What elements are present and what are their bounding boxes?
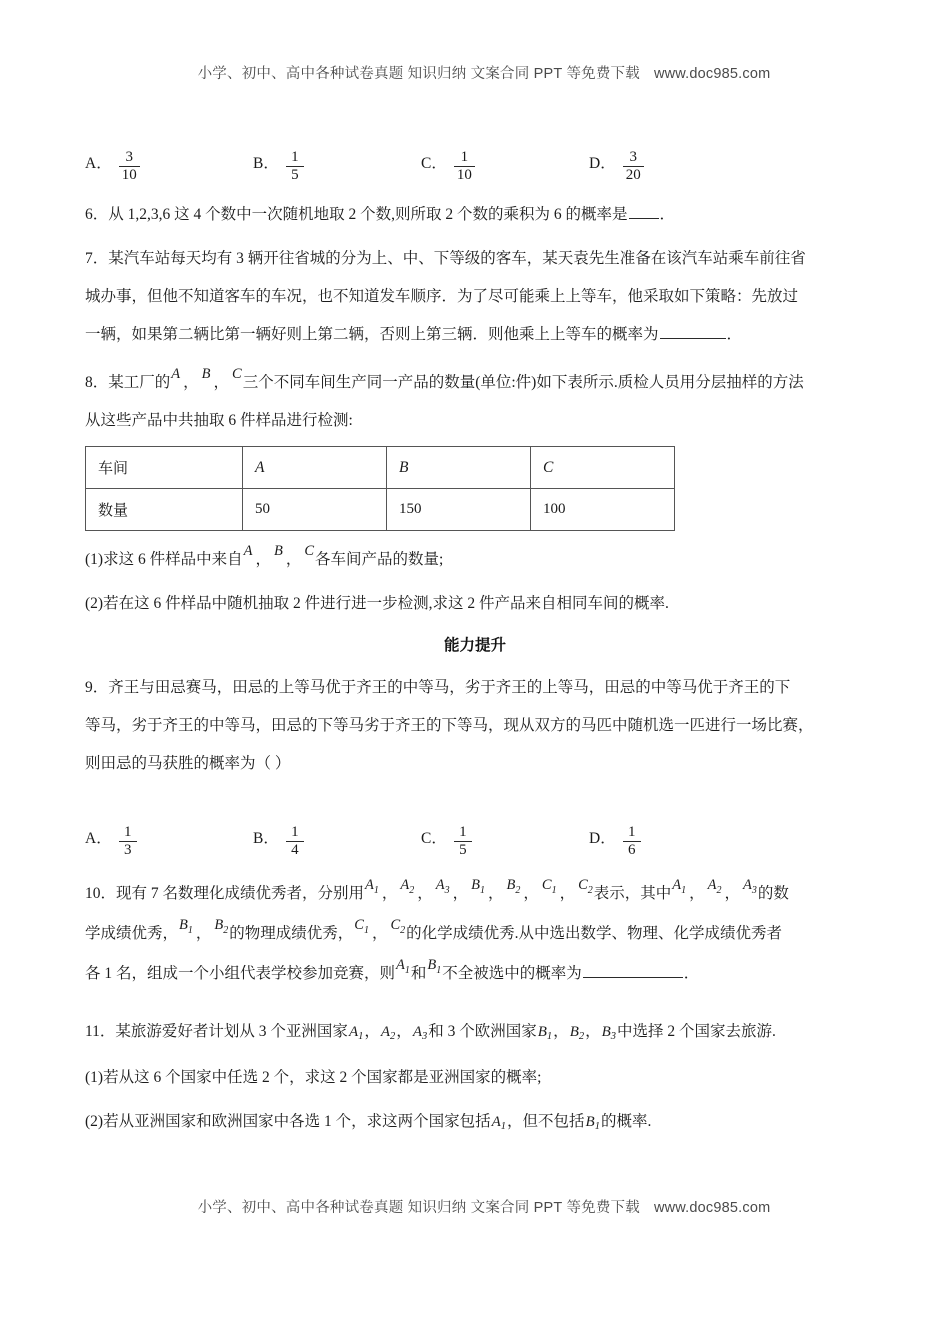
- question-11-line-1-a: 11．某旅游爱好者计划从 3 个亚洲国家: [85, 1023, 348, 1040]
- fraction-denominator: 5: [291, 167, 299, 183]
- comma-separator: ，: [285, 551, 302, 568]
- question-10-lead: 10．现有 7 名数理化成绩优秀者，分别用: [85, 885, 365, 902]
- fraction-numerator: 1: [291, 824, 299, 840]
- header-watermark-url: www.doc985.com: [653, 66, 771, 82]
- table-row-quantity: [86, 489, 675, 531]
- row-header-workshop: 车间: [86, 447, 243, 489]
- question-8-line-2: 从这些产品中共抽取 6 件样品进行检测:: [85, 412, 353, 429]
- question-6: [85, 196, 865, 234]
- comma-separator: ，: [213, 374, 230, 391]
- question-11-sub-2-c: 的概率.: [600, 1113, 652, 1130]
- option-d-label: D．: [589, 830, 616, 847]
- option-b-fraction: [286, 825, 304, 858]
- question-10-line-2-lead: 学成绩优秀，: [85, 925, 179, 942]
- comma-separator: ，: [381, 885, 398, 902]
- question-11: [85, 1013, 865, 1053]
- comma-separator: ，: [523, 885, 539, 902]
- fraction-numerator: 1: [291, 149, 299, 165]
- math-var-a: A: [171, 366, 181, 382]
- math-var-a2: $A_2$: [707, 877, 722, 896]
- comma-separator: ，: [417, 885, 433, 902]
- fraction-numerator: 3: [125, 149, 133, 165]
- option-b-fraction: [286, 150, 304, 183]
- question-10-line-2: [85, 915, 865, 955]
- math-var-b: B: [201, 366, 211, 382]
- option-c[interactable]: [421, 141, 589, 183]
- math-var-b1: $B_1$: [179, 917, 193, 936]
- question-9: [85, 669, 865, 783]
- question-5-options: [85, 118, 865, 183]
- fraction-denominator: 10: [121, 167, 137, 183]
- question-8-sub-1-lead: (1)求这 6 件样品中来自: [85, 551, 243, 568]
- question-6-blank[interactable]: [629, 218, 659, 219]
- comma-separator: ，: [488, 885, 504, 902]
- question-7-tail: ．: [726, 326, 743, 343]
- option-c-label: C．: [421, 155, 447, 172]
- question-11-sub-2-a: (2)若从亚洲国家和欧洲国家中各选 1 个，求这两个国家包括: [85, 1113, 491, 1130]
- option-d-fraction: [623, 150, 644, 183]
- comma-separator: ，: [364, 1023, 380, 1040]
- comma-separator: ，: [559, 885, 576, 902]
- question-10-line-1: [85, 875, 865, 915]
- math-var-b: B: [273, 543, 283, 559]
- comma-separator: ，: [724, 885, 741, 902]
- math-var-a2: $A_2$: [380, 1024, 396, 1042]
- question-8-lead: 8．某工厂的: [85, 374, 171, 391]
- question-7-blank[interactable]: [660, 338, 726, 339]
- math-var-b3: $B_3$: [601, 1024, 617, 1042]
- math-var-c2: $C_2$: [390, 917, 406, 936]
- question-10-line-3-mid: 和: [410, 965, 427, 982]
- option-c-fraction: [454, 150, 475, 183]
- header-watermark: [0, 62, 950, 83]
- option-c[interactable]: [421, 816, 589, 858]
- question-6-tail: ．: [659, 206, 676, 223]
- question-10-line-1-mid: 表示，其中: [593, 885, 672, 902]
- math-var-a1: $A_1$: [396, 957, 410, 976]
- question-10-period: ．: [683, 965, 700, 982]
- comma-separator: ，: [585, 1023, 601, 1040]
- question-7-line-3-text: 一辆，如果第二辆比第一辆好则上第二辆，否则上第三辆．则他乘上上等车的概率为: [85, 326, 659, 343]
- question-8-sub-1: [85, 541, 865, 579]
- math-var-b2: $B_2$: [214, 917, 229, 936]
- option-c-label: C．: [421, 830, 447, 847]
- question-8-sub-1-tail: 各车间产品的数量;: [315, 551, 444, 568]
- question-7-line-3: [85, 316, 865, 354]
- question-11-sub-1: [85, 1059, 865, 1097]
- fraction-numerator: 3: [629, 149, 637, 165]
- question-10-blank[interactable]: [583, 977, 683, 978]
- workshop-quantity-table: [85, 446, 675, 531]
- question-9-line-3: 则田忌的马获胜的概率为（ ）: [85, 755, 291, 772]
- option-d-label: D．: [589, 155, 616, 172]
- question-7-line-1: 7．某汽车站每天均有 3 辆开往省城的分为上、中、下等级的客车，某天袁先生准备在该汽车站乘车前往省: [85, 250, 806, 267]
- math-var-c: C: [304, 543, 314, 559]
- cell-workshop-c: C: [531, 447, 675, 489]
- question-10-line-3-lead: 各 1 名，组成一个小组代表学校参加竞赛，则: [85, 965, 396, 982]
- math-var-b2: $B_2$: [569, 1024, 585, 1042]
- comma-separator: ，: [452, 885, 469, 902]
- question-10-line-3-tail: 不全被选中的概率为: [442, 965, 582, 982]
- question-8-after-vars: 三个不同车间生产同一产品的数量(单位:件)如下表所示.质检人员用分层抽样的方法: [242, 374, 804, 391]
- math-var-c2: $C_2$: [578, 877, 593, 896]
- table-row-workshop: [86, 447, 675, 489]
- fraction-denominator: 10: [456, 167, 472, 183]
- cell-workshop-b: B: [387, 447, 531, 489]
- question-11-line-1-b: 和 3 个欧洲国家: [428, 1023, 537, 1040]
- option-a[interactable]: [85, 816, 253, 858]
- question-10-line-3: [85, 955, 865, 995]
- option-a-label: A．: [85, 830, 112, 847]
- fraction-denominator: 6: [627, 842, 636, 858]
- math-var-a1: $A_1$: [672, 877, 687, 896]
- question-8-line-1: [85, 364, 865, 402]
- option-d[interactable]: [589, 816, 641, 858]
- question-8-sub-2-text: (2)若在这 6 件样品中随机抽取 2 件进行进一步检测,求这 2 件产品来自相同车间的概率.: [85, 595, 669, 612]
- section-heading: 能力提升: [443, 637, 506, 654]
- math-var-b1: $B_1$: [427, 957, 442, 976]
- comma-separator: ，: [553, 1023, 569, 1040]
- option-b[interactable]: [253, 816, 421, 858]
- option-d[interactable]: [589, 141, 644, 183]
- question-10-line-2-tail: 的化学成绩优秀.从中选出数学、物理、化学成绩优秀者: [406, 925, 783, 942]
- math-var-a3: $A_3$: [743, 877, 757, 896]
- math-var-a3: $A_3$: [412, 1024, 428, 1042]
- math-var-a2: $A_2$: [400, 877, 415, 896]
- math-var-c: C: [232, 366, 242, 382]
- comma-separator: ，: [371, 925, 388, 942]
- math-var-b1: $B_1$: [537, 1024, 553, 1042]
- math-var-c1: $C_1$: [541, 877, 557, 896]
- fraction-numerator: 1: [460, 149, 469, 165]
- question-9-options: [85, 793, 865, 858]
- fraction-denominator: 3: [123, 842, 132, 858]
- question-6-text: 6．从 1,2,3,6 这 4 个数中一次随机地取 2 个数,则所取 2 个数的乘积为 6 的概率是: [85, 206, 628, 223]
- cell-quantity-a: 50: [243, 489, 387, 531]
- question-8-sub-2: [85, 585, 865, 623]
- question-11-sub-2-text: [85, 1103, 865, 1143]
- math-var-c1: $C_1$: [354, 917, 369, 936]
- row-header-quantity: 数量: [86, 489, 243, 531]
- comma-separator: ，: [183, 374, 199, 391]
- math-var-a1: $A_1$: [491, 1114, 506, 1132]
- comma-separator: ，: [255, 551, 271, 568]
- math-var-a: A: [243, 543, 253, 559]
- fraction-numerator: 1: [459, 824, 467, 840]
- fraction-denominator: 20: [625, 167, 641, 183]
- option-b[interactable]: [253, 141, 421, 183]
- fraction-denominator: 5: [459, 842, 467, 858]
- cell-workshop-a: A: [243, 447, 387, 489]
- footer-watermark-url: www.doc985.com: [653, 1200, 771, 1216]
- question-10-line-1-tail: 的数: [757, 885, 789, 902]
- question-7: [85, 240, 865, 354]
- question-10-line-2-mid: 的物理成绩优秀，: [229, 925, 354, 942]
- header-watermark-text: 小学、初中、高中各种试卷真题 知识归纳 文案合同 PPT 等免费下载: [197, 66, 640, 82]
- cell-quantity-c: 100: [531, 489, 675, 531]
- question-11-line-1: [85, 1013, 865, 1053]
- fraction-numerator: 1: [123, 824, 132, 840]
- footer-watermark-text: 小学、初中、高中各种试卷真题 知识归纳 文案合同 PPT 等免费下载: [197, 1200, 640, 1216]
- math-var-a1: $A_1$: [365, 877, 379, 896]
- option-a-label: A．: [85, 155, 112, 172]
- footer-watermark: [0, 1196, 950, 1217]
- question-11-sub-2: [85, 1103, 865, 1143]
- math-var-b1: $B_1$: [471, 877, 485, 896]
- math-var-a3: $A_3$: [435, 877, 450, 896]
- question-11-sub-2-b: ，但不包括: [507, 1113, 585, 1130]
- math-var-b1: $B_1$: [585, 1114, 600, 1132]
- option-a-fraction: [119, 150, 140, 183]
- question-10: [85, 875, 865, 995]
- question-8: [85, 364, 865, 440]
- comma-separator: ，: [396, 1023, 412, 1040]
- comma-separator: ，: [195, 925, 212, 942]
- comma-separator: ，: [689, 885, 705, 902]
- question-9-line-2: 等马，劣于齐王的中等马，田忌的下等马劣于齐王的下等马，现从双方的马匹中随机选一匹进行一场比赛，: [85, 717, 814, 734]
- option-a[interactable]: [85, 141, 253, 183]
- fraction-numerator: 1: [627, 824, 636, 840]
- cell-quantity-b: 150: [387, 489, 531, 531]
- math-var-a1: $A_1$: [348, 1024, 364, 1042]
- math-var-b2: $B_2$: [506, 877, 521, 896]
- option-a-fraction: [119, 825, 137, 858]
- question-7-line-2: 城办事，但他不知道客车的车况，也不知道发车顺序．为了尽可能乘上上等车，他采取如下策略：先放过: [85, 288, 799, 305]
- option-b-label: B．: [253, 830, 279, 847]
- option-c-fraction: [454, 825, 472, 858]
- fraction-denominator: 4: [291, 842, 299, 858]
- option-b-label: B．: [253, 155, 279, 172]
- question-11-line-1-c: 中选择 2 个国家去旅游.: [617, 1023, 776, 1040]
- question-9-line-1: 9．齐王与田忌赛马，田忌的上等马优于齐王的中等马，劣于齐王的上等马，田忌的中等马优于齐王的下: [85, 679, 791, 696]
- option-d-fraction: [623, 825, 641, 858]
- question-11-sub-1-text: (1)若从这 6 个国家中任选 2 个，求这 2 个国家都是亚洲国家的概率;: [85, 1069, 542, 1086]
